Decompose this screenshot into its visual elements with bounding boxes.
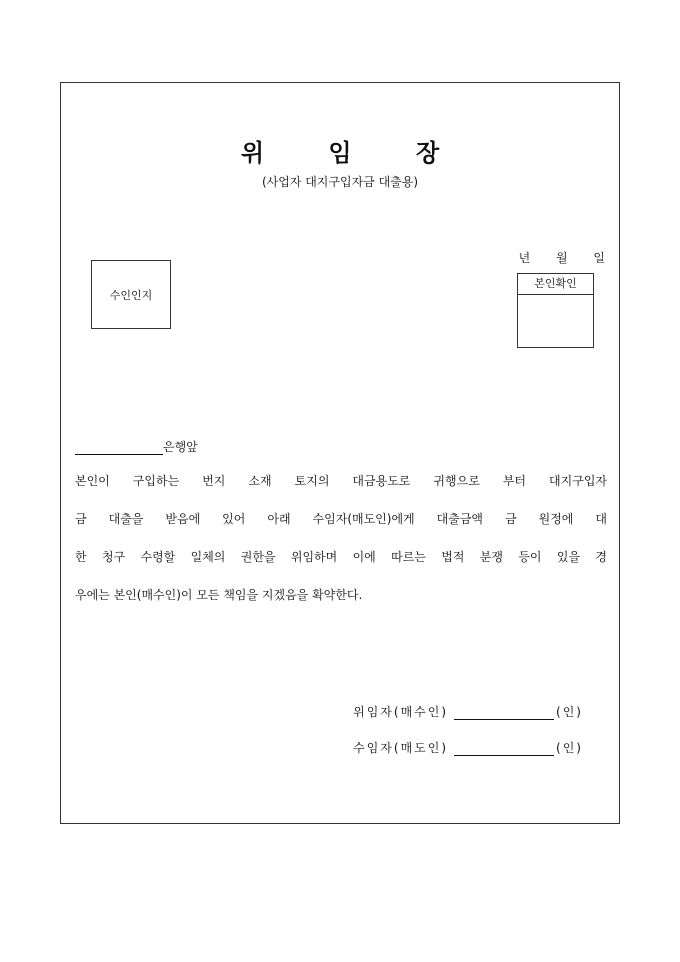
delegator-label: 위임자(매수인) [353, 705, 449, 719]
delegator-seal-mark: (인) [556, 705, 583, 719]
bank-name-blank[interactable] [75, 440, 163, 455]
delegatee-signature-line [353, 739, 583, 756]
body-line: 한 청구 수령할 일체의 권한을 위임하며 이에 따르는 법적 분쟁 등이 있을 경 [75, 550, 607, 564]
revenue-stamp-label: 수인인지 [109, 288, 153, 302]
bank-suffix: 은행앞 [163, 440, 198, 454]
delegatee-name-blank[interactable] [454, 741, 554, 756]
bank-addressee [75, 438, 198, 455]
document-subtitle: (사업자 대지구입자금 대출용) [261, 175, 419, 189]
date-label: 년 월 일 [518, 251, 605, 265]
body-line: 금 대출을 받음에 있어 아래 수임자(매도인)에게 대출금액 금 원정에 대 [75, 512, 607, 526]
delegator-name-blank[interactable] [454, 705, 554, 720]
delegatee-label: 수임자(매도인) [353, 741, 449, 755]
identity-confirm-box [517, 273, 594, 348]
document-title: 위 임 장 [240, 139, 468, 167]
body-line: 우에는 본인(매수인)이 모든 책임을 지겠음을 확약한다. [75, 588, 363, 602]
delegation-document [60, 82, 620, 824]
identity-confirm-label: 본인확인 [518, 274, 593, 295]
body-line: 본인이 구입하는 번지 소재 토지의 대금용도로 귀행으로 부터 대지구입자 [75, 474, 607, 488]
revenue-stamp-box [91, 260, 171, 329]
delegatee-seal-mark: (인) [556, 741, 583, 755]
delegator-signature-line [353, 703, 583, 720]
body-text [75, 471, 607, 623]
